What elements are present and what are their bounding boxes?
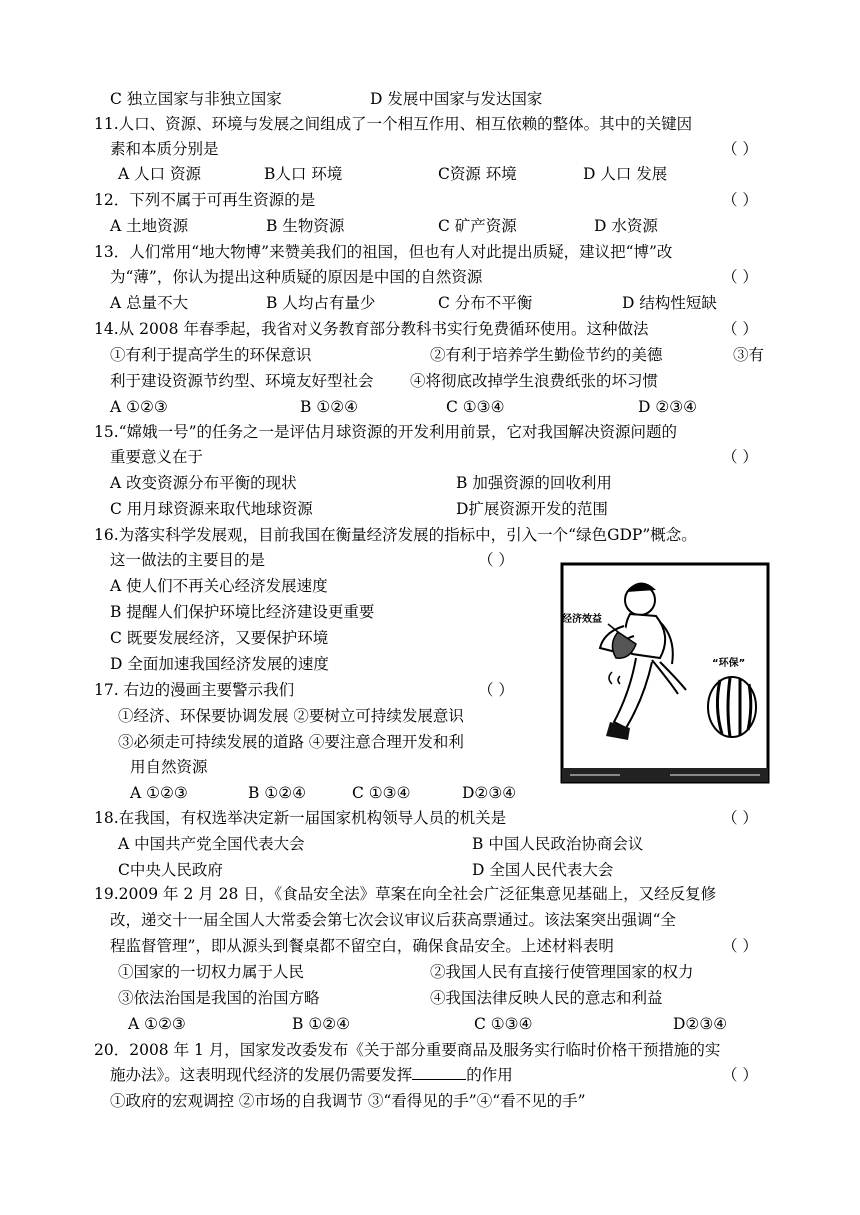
q15-answer-paren: （ ） [722, 448, 758, 466]
q16-option-b: B 提醒人们保护环境比经济建设更重要 [110, 603, 375, 621]
q15-option-b: B 加强资源的回收利用 [456, 474, 612, 492]
q12-option-d: D 水资源 [594, 217, 658, 235]
q14-option-d: D ②③④ [638, 398, 698, 416]
q17-option-d: D②③④ [462, 784, 517, 802]
q18-option-d: D 全国人民代表大会 [472, 861, 614, 879]
q20-stem-line2-start: 施办法》。这表明现代经济的发展仍需要发挥 [110, 1066, 413, 1084]
q11-stem-line2: 素和本质分别是 [110, 140, 219, 158]
q14-option-c: C ①③④ [446, 398, 505, 416]
q12-answer-paren: （ ） [722, 191, 758, 209]
q17-option-a: A ①②③ [130, 784, 188, 802]
q18-option-a: A 中国共产党全国代表大会 [118, 835, 305, 853]
q11-option-d: D 人口 发展 [583, 165, 668, 183]
q19-answer-paren: （ ） [722, 937, 758, 955]
q13-stem-line1: 13．人们常用“地大物博”来赞美我们的祖国，但也有人对此提出质疑，建议把“博”改 [94, 243, 673, 261]
q14-answer-paren: （ ） [722, 320, 758, 338]
cartoon-label-economy: 经济效益 [562, 614, 602, 625]
q11-option-c: C资源 环境 [438, 165, 517, 183]
q14-item-1: ①有利于提高学生的环保意识 [110, 346, 312, 364]
q14-item-2: ②有利于培养学生勤俭节约的美德 [430, 346, 663, 364]
q20-stem-line1: 20．2008 年 1 月，国家发改委发布《关于部分重要商品及服务实行临时价格干预措施的实 [94, 1041, 721, 1059]
q18-answer-paren: （ ） [722, 809, 758, 827]
q13-option-a: A 总量不大 [110, 294, 189, 312]
q12-option-b: B 生物资源 [266, 217, 345, 235]
q11-stem-line1: 11.人口、资源、环境与发展之间组成了一个相互作用、相互依赖的整体。其中的关键因 [94, 115, 693, 133]
q19-option-a: A ①②③ [128, 1015, 186, 1033]
q15-option-d: D扩展资源开发的范围 [456, 500, 608, 518]
q13-answer-paren: （ ） [722, 268, 758, 286]
q17-item-4-end: 用自然资源 [130, 758, 208, 776]
q16-stem-line2: 这一做法的主要目的是 [110, 551, 266, 569]
q14-item-3-end: 利于建设资源节约型、环境友好型社会 [110, 372, 374, 390]
q20-stem-line2 [110, 1065, 513, 1085]
q17-items-3-4: ③必须走可持续发展的道路 ④要注意合理开发和利 [118, 733, 464, 751]
q19-stem-line2: 改，递交十一届全国人大常委会第七次会议审议后获高票通过。该法案突出强调“全 [110, 911, 676, 929]
q11-option-a: A 人口 资源 [118, 165, 202, 183]
q16-answer-paren: （ ） [478, 551, 514, 569]
q17-option-b: B ①②④ [248, 784, 307, 802]
q20-stem-line2-end: 的作用 [466, 1066, 513, 1084]
q12-option-a: A 土地资源 [110, 217, 189, 235]
q18-option-c: C中央人民政府 [118, 861, 223, 879]
q16-option-d: D 全面加速我国经济发展的速度 [110, 655, 329, 673]
q17-option-c: C ①③④ [352, 784, 411, 802]
q19-item-4: ④我国法律反映人民的意志和利益 [430, 989, 663, 1007]
q13-option-b: B 人均占有量少 [266, 294, 376, 312]
q16-stem-line1: 16.为落实科学发展观，目前我国在衡量经济发展的指标中，引入一个“绿色GDP”概念。 [94, 526, 697, 544]
q11-option-b: B人口 环境 [264, 165, 343, 183]
q10-option-c: C 独立国家与非独立国家 [110, 90, 282, 108]
q19-option-b: B ①②④ [292, 1015, 351, 1033]
q11-answer-paren: （ ） [722, 140, 758, 158]
q17-answer-paren: （ ） [478, 681, 514, 699]
q14-item-4: ④将彻底改掉学生浪费纸张的坏习惯 [410, 372, 659, 390]
q14-stem: 14.从 2008 年春季起，我省对义务教育部分教科书实行免费循环使用。这种做法 [94, 320, 649, 338]
q18-stem: 18.在我国，有权选举决定新一届国家机构领导人员的机关是 [94, 809, 507, 827]
q15-stem-line1: 15.“嫦娥一号”的任务之一是评估月球资源的开发利用前景，它对我国解决资源问题的 [94, 423, 678, 441]
q18-option-b: B 中国人民政治协商会议 [472, 835, 644, 853]
q20-answer-blank [412, 1065, 466, 1080]
cartoon-label-env: “环保” [712, 658, 746, 669]
q20-items: ①政府的宏观调控 ②市场的自我调节 ③“看得见的手”④“看不见的手” [110, 1092, 586, 1110]
q14-option-a: A ①②③ [110, 398, 168, 416]
q19-item-2: ②我国人民有直接行使管理国家的权力 [430, 963, 694, 981]
q15-stem-line2: 重要意义在于 [110, 448, 204, 466]
q19-stem-line3: 程监督管理”，即从源头到餐桌都不留空白，确保食品安全。上述材料表明 [110, 937, 614, 955]
q16-option-a: A 使人们不再关心经济发展速度 [110, 577, 328, 595]
q14-option-b: B ①②④ [300, 398, 359, 416]
q15-option-a: A 改变资源分布平衡的现状 [110, 474, 297, 492]
q13-option-d: D 结构性短缺 [622, 294, 717, 312]
q19-item-1: ①国家的一切权力属于人民 [118, 963, 305, 981]
q12-stem: 12．下列不属于可再生资源的是 [94, 191, 316, 209]
q14-item-3-start: ③有 [733, 346, 765, 364]
q10-option-d: D 发展中国家与发达国家 [370, 90, 543, 108]
q12-option-c: C 矿产资源 [438, 217, 517, 235]
q17-stem: 17. 右边的漫画主要警示我们 [94, 681, 295, 699]
q13-stem-line2: 为“薄”，你认为提出这种质疑的原因是中国的自然资源 [110, 268, 483, 286]
q19-stem-line1: 19.2009 年 2 月 28 日，《食品安全法》草案在向全社会广泛征集意见基础上，又经反复修 [94, 885, 717, 903]
environment-cartoon [560, 562, 770, 784]
q16-option-c: C 既要发展经济，又要保护环境 [110, 629, 329, 647]
q19-option-c: C ①③④ [474, 1015, 533, 1033]
q15-option-c: C 用月球资源来取代地球资源 [110, 500, 313, 518]
q13-option-c: C 分布不平衡 [438, 294, 533, 312]
q17-items-1-2: ①经济、环保要协调发展 ②要树立可持续发展意识 [118, 707, 464, 725]
q20-answer-paren: （ ） [722, 1066, 758, 1084]
q19-item-3: ③依法治国是我国的治国方略 [118, 989, 320, 1007]
q19-option-d: D②③④ [673, 1015, 728, 1033]
